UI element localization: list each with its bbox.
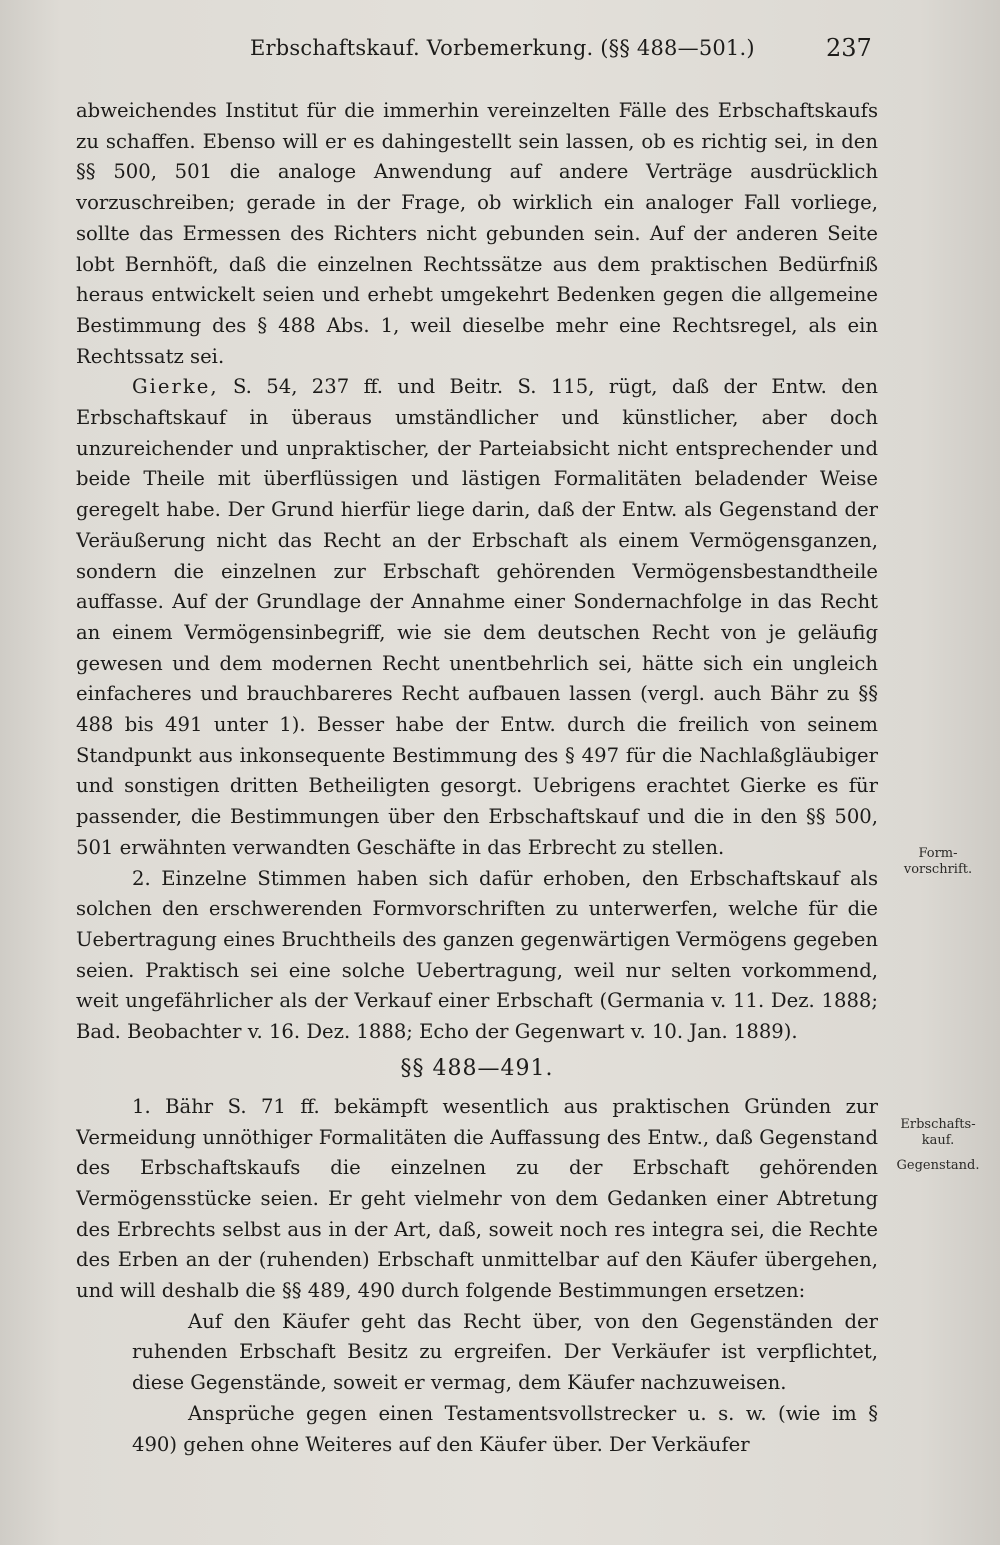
running-title: Erbschaftskauf. Vorbemerkung. (§§ 488—501.) [250,36,755,60]
quoted-provision-2: Ansprüche gegen einen Testamentsvollstrecker u. s. w. (wie im § 490) gehen ohne Weiteres auf den Käufer über. Der Verkäufer [132,1401,878,1456]
bleed-through-note [884,270,979,282]
page-header [0,28,1000,68]
paragraph-2 [76,372,878,863]
paragraph-2-text: S. 54, 237 ff. und Beitr. S. 115, rügt, daß der Entw. den Erbschaftskauf in überaus umständlicher und künstlicher, aber doch unzureichender und unpraktischer, der Parteiabsicht nicht entsprechender und beide Theile mit überflüssigen und lästigen Formalitäten beladender Weise geregelt habe. Der Grund hierfür liege darin, daß der Entw. als Gegenstand der Veräußerung nicht das Recht an der Erbschaft als einem Vermögensganzen, sondern die einzelnen zur Erbschaft gehörenden Vermögensbestandtheile auffasse. Auf der Grundlage der Annahme einer Sondernachfolge in das Recht an einem Vermögensinbegriff, wie sie dem deutschen Recht von je geläufig gewesen und dem modernen Recht unentbehrlich sei, hätte sich ein ungleich einfacheres und brauchbareres Recht aufbauen lassen (vergl. auch Bähr zu §§ 488 bis 491 unter 1). Besser habe der Entw. durch die freilich von seinem Standpunkt aus inkonsequente Bestimmung des § 497 für die Nachlaßgläubiger und sonstigen dritten Betheiligten gesorgt. Uebrigens erachtet Gierke es für passender, die Bestimmungen über den Erbschaftskauf und die in den §§ 500, 501 erwähnten verwandten Geschäfte in das Erbrecht zu stellen. [76,375,878,859]
author-name: Gierke, [132,375,219,399]
margin-note-erbschaftskauf: Erbschafts-kauf. [900,1117,976,1148]
section-heading: §§ 488—491. [400,1055,554,1081]
margin-note-gegenstand: Gegenstand. [896,1158,980,1173]
paragraph-4: 1. Bähr S. 71 ff. bekämpft wesentlich aus praktischen Gründen zur Vermeidung unnöthiger Formalitäten die Auffassung des Entw., daß Gegenstand des Erbschaftskaufs die einzelnen zu der Erbschaft gehörenden Vermögensstücke seien. Er geht vielmehr von dem Gedanken einer Abtretung des Erbrechts selbst aus in der Art, daß, soweit noch res integra sei, die Rechte des Erben an der (ruhenden) Erbschaft unmittelbar auf den Käufer übergehen, und will deshalb die §§ 489, 490 durch folgende Bestimmungen ersetzen: [76,1094,878,1303]
page-number: 237 [826,34,872,62]
paragraph-1: abweichendes Institut für die immerhin vereinzelten Fälle des Erbschaftskaufs zu schaffen. Ebenso will er es dahingestellt sein lassen, ob es richtig sei, in den §§ 500, 501 die analoge Anwendung auf andere Verträge ausdrücklich vorzuschreiben; gerade in der Frage, ob wirklich ein analoger Fall vorliege, sollte das Ermessen des Richters nicht gebunden sein. Auf der anderen Seite lobt Bernhöft, daß die einzelnen Rechtssätze aus dem praktischen Bedürfniß heraus entwickelt seien und erhebt umgekehrt Bedenken gegen die allgemeine Bestimmung des § 488 Abs. 1, weil dieselbe mehr eine Rechtsregel, als ein Rechtssatz sei. [76,99,878,368]
quoted-provision-1: Auf den Käufer geht das Recht über, von den Gegenständen der ruhenden Erbschaft Besitz zu ergreifen. Der Verkäufer ist verpflichtet, diese Gegenstände, soweit er vermag, dem Käufer nachzuweisen. [132,1309,878,1395]
paragraph-3: 2. Einzelne Stimmen haben sich dafür erhoben, den Erbschaftskauf als solchen den erschwerenden Formvorschriften zu unterwerfen, welche für die Uebertragung eines Bruchtheils des ganzen gegenwärtigen Vermögens gegeben seien. Praktisch sei eine solche Uebertragung, weil nur selten vorkommend, weit ungefährlicher als der Verkauf einer Erbschaft (Germania v. 11. Dez. 1888; Bad. Beobachter v. 16. Dez. 1888; Echo der Gegenwart v. 10. Jan. 1889). [76,866,878,1044]
margin-note-form: Form-vorschrift. [903,846,973,877]
main-text [76,96,878,1526]
